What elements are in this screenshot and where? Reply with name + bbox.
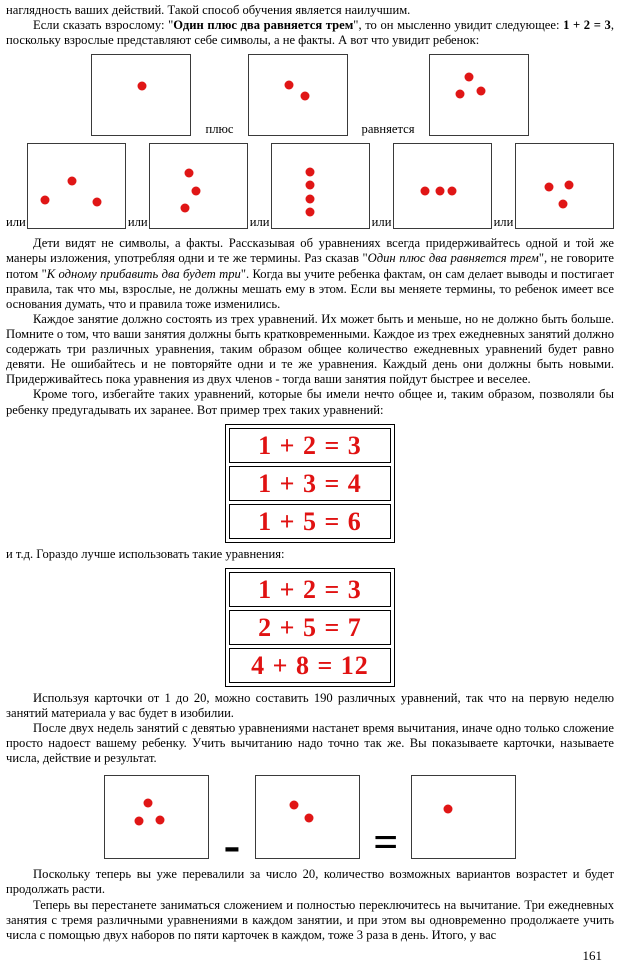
equation-caption: и т.д. Гораздо лучше использовать такие уравнения: (6, 546, 285, 561)
red-dot (559, 199, 568, 208)
red-dot (455, 89, 464, 98)
equation-set-good (225, 568, 395, 687)
red-dot (448, 187, 457, 196)
red-dot (305, 194, 314, 203)
running-text-line: наглядность ваших действий. Такой способ обучения является наилучшим. (6, 3, 411, 17)
dot-card-variant (149, 143, 248, 229)
dot-card-three (429, 54, 529, 136)
dot-card-variant (393, 143, 492, 229)
red-dot (143, 799, 152, 808)
red-dot (284, 80, 293, 89)
dot-card-variant (515, 143, 614, 229)
text-segment-bold: Один плюс два равняется трем (173, 18, 354, 33)
paragraph-avoid: Кроме того, избегайте таких уравнений, которые бы имели нечто общее и, таким образом, позволяли бы ребенку предугадывать их заранее. Вот пример трех таких уравнений: (6, 387, 614, 417)
red-dot (290, 800, 299, 809)
equals-sign: = (373, 818, 399, 868)
paragraph-cards-count: Используя карточки от 1 до 20, можно составить 190 различных уравнений, так что на первую неделю занятий материала у вас будет в изобилии. (6, 690, 614, 720)
dot-card-variant (271, 143, 370, 229)
equation-row: 1 + 2 = 3 (229, 572, 391, 607)
equals-label: равняется (361, 122, 415, 137)
red-dot (305, 168, 314, 177)
dot-card-one (91, 54, 191, 136)
paragraph-switch-to-subtraction: Теперь вы перестанете заниматься сложением и полностью переключитесь на вычитание. Три ежедневных занятия с тремя различными уравнениями в каждом занятии, и при этом вы одновременно продолжаете учить числа с помощью двух наборов по пяти карточек в каждом, тоже 3 раза в день. Итого, у вас (6, 897, 614, 942)
paragraph-terminology (6, 236, 614, 312)
or-label: или (493, 215, 514, 230)
text-segment-bold: 1 + 2 = 3 (563, 18, 611, 33)
text-segment: ", то он мысленно увидит следующее: (353, 18, 564, 33)
red-dot (134, 816, 143, 825)
variants-figure (6, 143, 614, 229)
equation-set-bad (225, 424, 395, 543)
text-segment-italic: Один плюс два равняется трем (367, 251, 539, 266)
or-label: или (127, 215, 148, 230)
red-dot (305, 208, 314, 217)
dot-card-two (248, 54, 348, 136)
text-segment: Дети видят не символы, а факты. Рассказывая об уравнениях всегда придерживайтесь одной и той же манеры изложения, употребляя одни и те же термины. Раз сказав " (6, 236, 614, 266)
equation-row: 1 + 2 = 3 (229, 428, 391, 463)
red-dot (40, 195, 49, 204)
red-dot (304, 814, 313, 823)
page-number: 161 (582, 948, 602, 964)
equation-row: 1 + 5 = 6 (229, 504, 391, 539)
dot-card-variant (27, 143, 126, 229)
red-dot (565, 180, 574, 189)
red-dot (305, 181, 314, 190)
red-dot (421, 187, 430, 196)
red-dot (444, 805, 453, 814)
paragraph-intro (6, 18, 614, 48)
red-dot (544, 183, 553, 192)
paragraph-variants-grow: Поскольку теперь вы уже перевалили за число 20, количество возможных вариантов возрастет и будет продолжать расти. (6, 867, 614, 897)
equation-row: 1 + 3 = 4 (229, 466, 391, 501)
or-label: или (249, 215, 270, 230)
red-dot (191, 187, 200, 196)
minus-sign: - (223, 816, 241, 873)
text-segment: Если сказать взрослому: " (33, 18, 174, 33)
red-dot (156, 815, 165, 824)
red-dot (477, 87, 486, 96)
dot-card-three (104, 775, 209, 859)
red-dot (185, 168, 194, 177)
red-dot (138, 81, 147, 90)
equation-row: 2 + 5 = 7 (229, 610, 391, 645)
text-segment: , поскольку взрослые представляют себе символы, а не факты. А вот что увидит ребенок: (6, 18, 614, 48)
addition-figure (6, 54, 614, 136)
red-dot (67, 177, 76, 186)
paragraph-lessons: Каждое занятие должно состоять из трех уравнений. Их может быть и меньше, но не должно быть больше. Помните о том, что ваши занятия должны быть кратковременными. Каждое из трех ежедневных занятий должно содержать три различных уравнения, таким образом общее количество ежедневных уравнений будет равно девяти. Не ошибайтесь и не повторяйте одни и те же уравнения. Каждый день они должны быть новыми. Придерживайтесь пока уравнения из двух членов - тогда ваши занятия пойдут быстрее и веселее. (6, 311, 614, 387)
subtraction-figure (6, 775, 614, 873)
plus-label: плюс (205, 122, 234, 137)
or-label: или (6, 215, 26, 230)
red-dot (464, 72, 473, 81)
red-dot (301, 92, 310, 101)
text-segment: ". Когда вы учите ребенка фактам, он сам делает выводы и постигает правила, так что мы, взрослые, не должны мешать ему в этом. Если вы меняете термины, то ребенок имеет все основания думать, что и правила тоже изменились. (6, 266, 614, 311)
text-segment-italic: К одному прибавить два будет три (46, 266, 241, 281)
red-dot (93, 198, 102, 207)
dot-card-one (411, 775, 516, 859)
dot-card-two (255, 775, 360, 859)
or-label: или (371, 215, 392, 230)
red-dot (435, 187, 444, 196)
text-segment: ", не говорите потом " (6, 251, 614, 281)
equation-row: 4 + 8 = 12 (229, 648, 391, 683)
red-dot (181, 204, 190, 213)
paragraph-subtraction-intro: После двух недель занятий с девятью уравнениями настанет время вычитания, иначе одно только сложение просто надоест вашему ребенку. Учить вычитанию надо точно так же. Вы показываете карточки, называете числа, действие и результат. (6, 720, 614, 766)
